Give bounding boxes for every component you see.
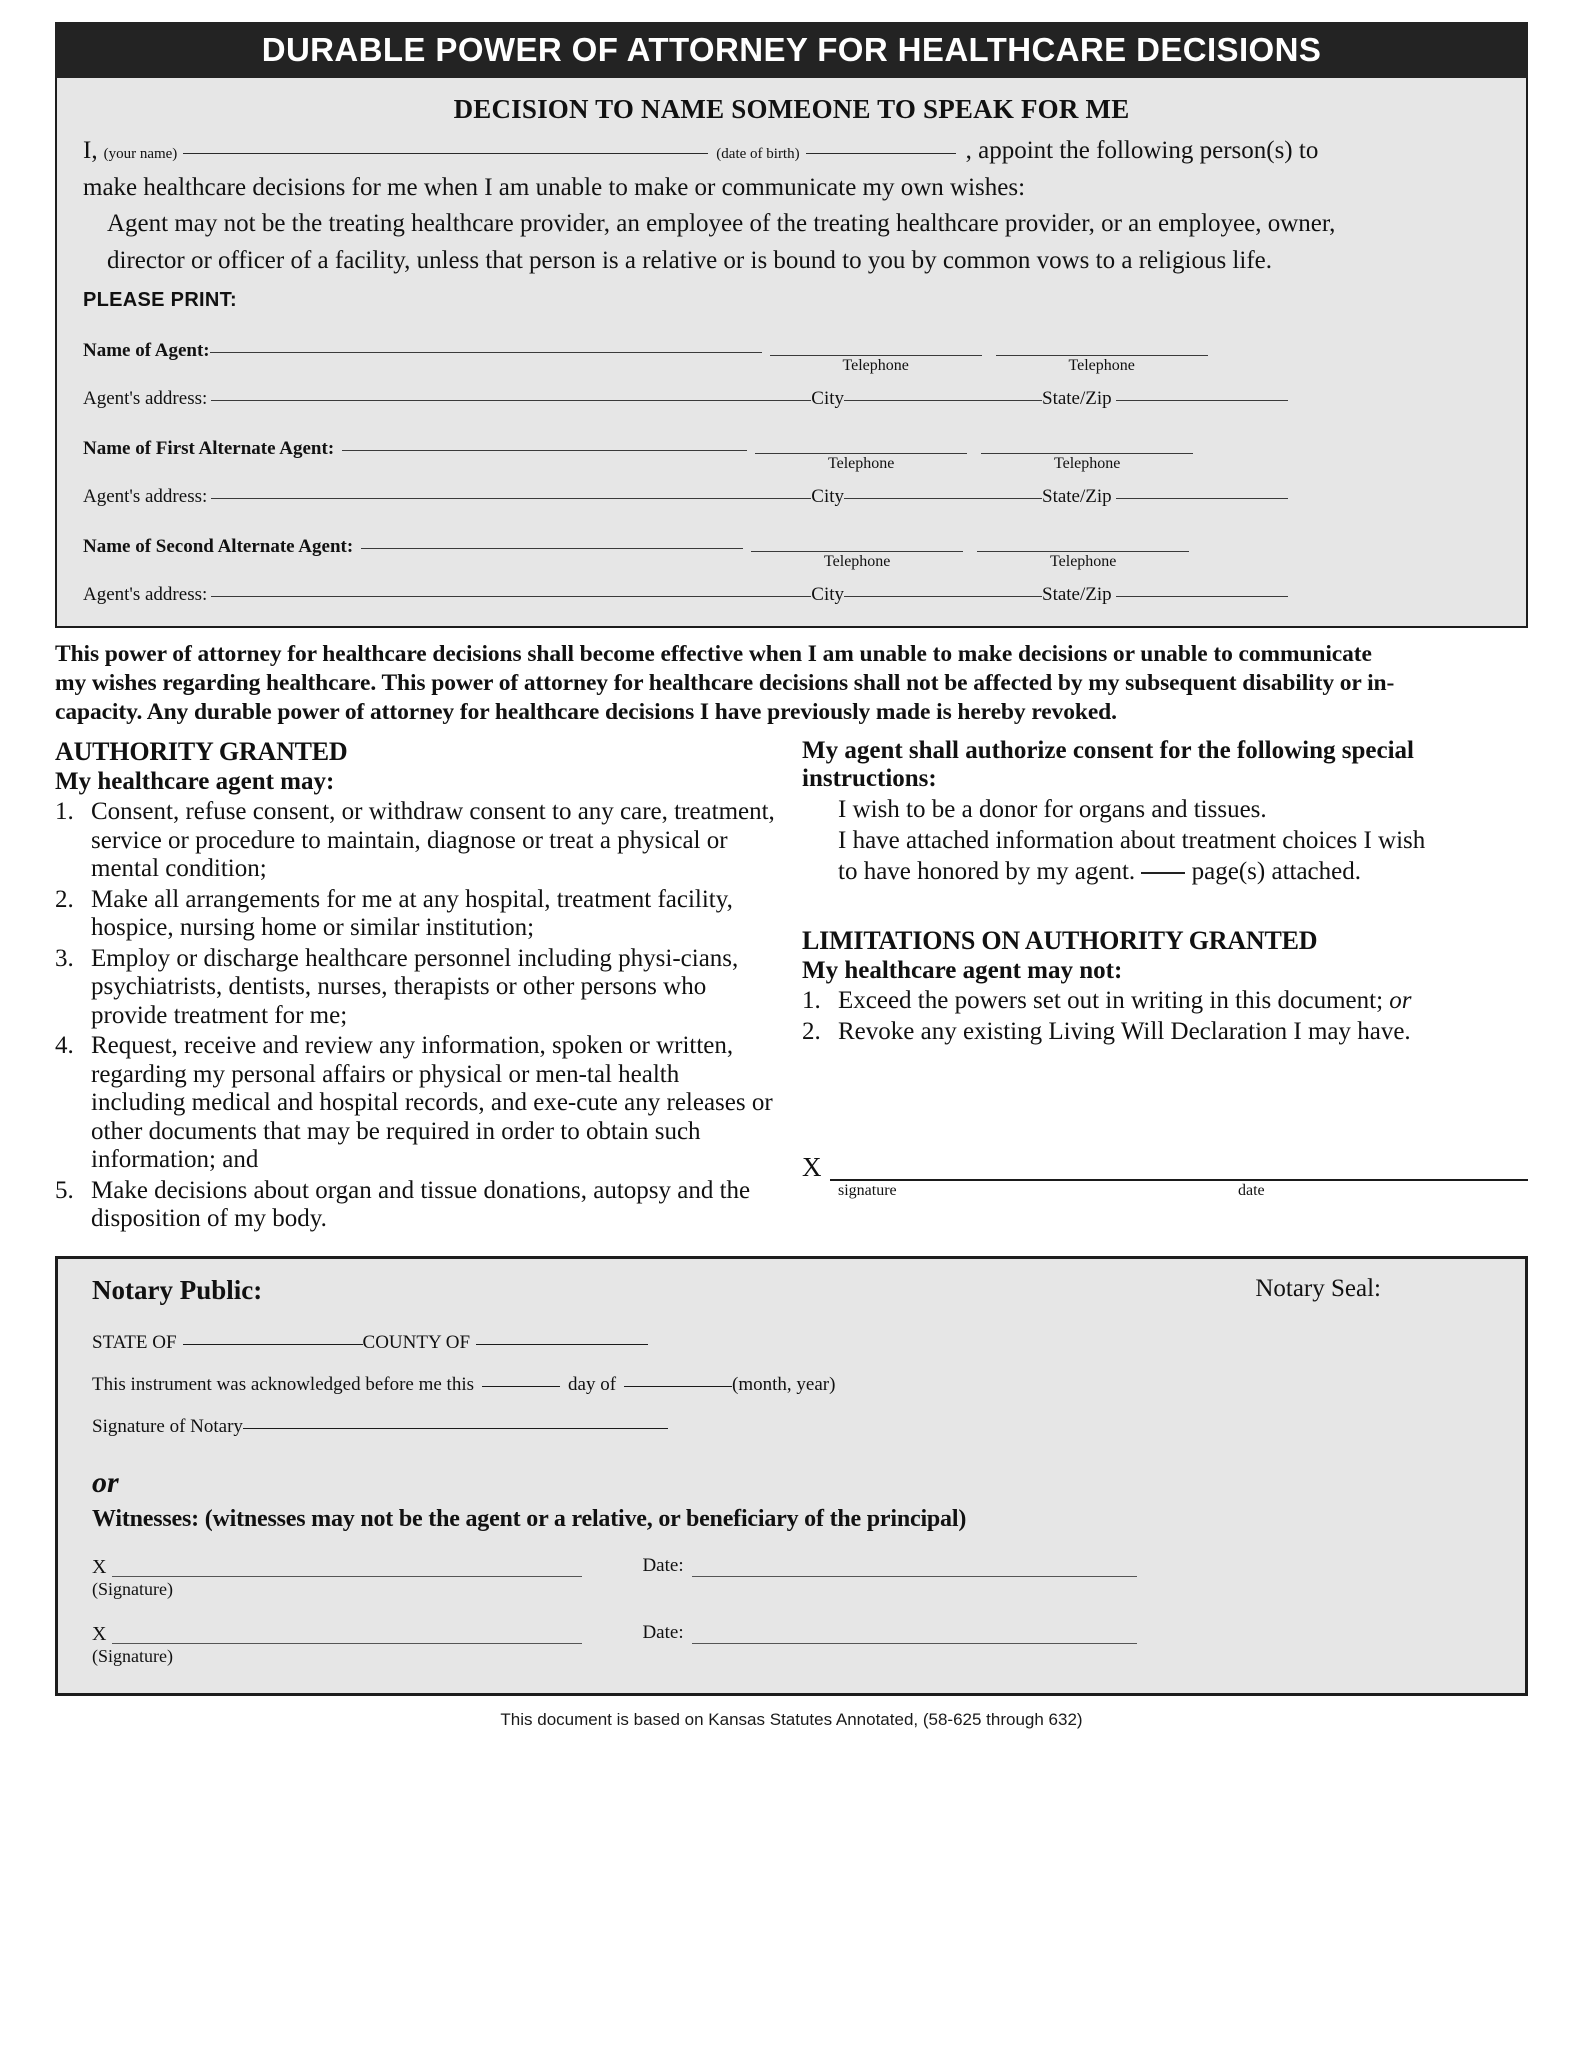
second-alternate-telephone-2-input-line[interactable]	[977, 551, 1189, 552]
second-alternate-address-input-line[interactable]	[211, 596, 811, 597]
special-instructions-title-line-1: My agent shall authorize consent for the following special	[802, 737, 1414, 765]
first-alternate-address-input-line[interactable]	[211, 498, 811, 499]
witness-1-date-input-line[interactable]	[692, 1576, 1137, 1577]
day-of-label: day of	[568, 1373, 617, 1395]
agent-name-row	[83, 340, 1500, 374]
effective-paragraph	[55, 640, 1528, 727]
limitation-text: Exceed the powers set out in writing in this document;	[838, 987, 1384, 1015]
or-separator: or	[92, 1465, 119, 1499]
second-alternate-telephone-1-input-line[interactable]	[751, 551, 963, 552]
agent-city-label: City	[811, 388, 844, 409]
witness-2-date-label: Date:	[642, 1621, 684, 1643]
witness-row	[92, 1555, 1491, 1600]
appoint-text: , appoint the following person(s) to	[965, 137, 1319, 164]
list-item-number: 4.	[55, 1032, 74, 1060]
list-item	[55, 798, 776, 884]
second-alternate-telephone-2-label: Telephone	[1049, 553, 1117, 570]
authority-granted-subtitle: My healthcare agent may:	[55, 768, 335, 796]
list-item	[55, 1177, 776, 1234]
authority-granted-list	[55, 798, 776, 1234]
second-alternate-name-label: Name of Second Alternate Agent:	[83, 536, 354, 557]
second-alternate-state-zip-label: State/Zip	[1042, 584, 1112, 605]
list-item	[55, 1032, 776, 1175]
first-alternate-telephone-1-label: Telephone	[827, 455, 895, 472]
decision-panel-heading: DECISION TO NAME SOMEONE TO SPEAK FOR ME	[453, 94, 1130, 124]
notary-panel	[55, 1256, 1528, 1696]
pages-attached-input-line[interactable]	[1141, 872, 1185, 874]
authority-granted-column	[55, 737, 794, 1234]
date-of-birth-input-line[interactable]	[806, 153, 956, 154]
date-of-birth-label: (date of birth)	[716, 146, 800, 162]
list-item	[802, 1018, 1528, 1047]
document-title-bar	[55, 22, 1528, 78]
notary-header-row	[92, 1275, 1491, 1306]
notary-seal-label: Notary Seal:	[1255, 1274, 1381, 1302]
principal-signature-area	[802, 1154, 1528, 1200]
first-alternate-city-label: City	[811, 486, 844, 507]
agent-state-zip-input-line[interactable]	[1116, 400, 1288, 401]
notary-state-county-row	[92, 1332, 1491, 1354]
list-item-number: 2.	[802, 1017, 821, 1045]
list-item-number: 3.	[55, 944, 74, 972]
effective-line-1: This power of attorney for healthcare decisions shall become effective when I am unable to make decisions or unable to communicate	[55, 641, 1372, 667]
witness-1-signature-input-line[interactable]	[112, 1576, 582, 1577]
agent-name-label: Name of Agent:	[83, 340, 210, 361]
please-print-label: PLEASE PRINT:	[83, 289, 237, 311]
limitations-list	[802, 987, 1528, 1046]
signature-caption: signature	[838, 1182, 897, 1200]
agent-telephone-2-input-line[interactable]	[996, 355, 1208, 356]
list-item-number: 5.	[55, 1176, 74, 1204]
first-alternate-state-zip-input-line[interactable]	[1116, 498, 1288, 499]
list-item-text: Make all arrangements for me at any hospital, treatment facility, hospice, nursing home or similar institution;	[91, 885, 733, 942]
intro-line-1	[83, 135, 1500, 168]
attachment-text-before: to have honored by my agent.	[838, 858, 1136, 886]
list-item-number: 1.	[55, 798, 74, 826]
agent-block-primary	[83, 340, 1500, 410]
your-name-input-line[interactable]	[183, 153, 708, 154]
witness-row	[92, 1622, 1491, 1667]
notary-acknowledged-row	[92, 1374, 1491, 1396]
second-alternate-name-input-line[interactable]	[361, 548, 743, 549]
state-of-input-line[interactable]	[183, 1344, 363, 1345]
first-alternate-address-label: Agent's address:	[83, 486, 208, 507]
first-alternate-name-label: Name of First Alternate Agent:	[83, 438, 335, 459]
agent-address-input-line[interactable]	[211, 400, 811, 401]
limitations-subtitle: My healthcare agent may not:	[802, 957, 1123, 985]
first-alternate-state-zip-label: State/Zip	[1042, 486, 1112, 507]
body-columns	[55, 737, 1528, 1234]
list-item-text	[838, 987, 1528, 1016]
principal-signature-input-line[interactable]	[830, 1179, 1529, 1181]
month-year-label: (month, year)	[732, 1373, 836, 1395]
special-instructions-column	[794, 737, 1528, 1234]
witness-2-signature-caption: (Signature)	[92, 1645, 173, 1666]
second-alternate-state-zip-input-line[interactable]	[1116, 596, 1288, 597]
list-item-text: Make decisions about organ and tissue donations, autopsy and the disposition of my body.	[91, 1176, 751, 1233]
effective-line-3: capacity. Any durable power of attorney for healthcare decisions I have previously made is hereby revoked.	[55, 699, 1117, 726]
list-item-text: Employ or discharge healthcare personnel including physi-cians, psychiatrists, dentists, nurses, therapists or other persons who provide treatment for me;	[91, 944, 739, 1029]
list-item	[55, 886, 776, 943]
notary-signature-row	[92, 1416, 1491, 1438]
list-item-text: Request, receive and review any information, spoken or written, regarding my personal affairs or physical or men-tal health including medical and hospital records, and exe-cute any releases or other documents that may be required in order to obtain such information; and	[91, 1032, 773, 1174]
notary-public-title: Notary Public:	[92, 1274, 263, 1305]
list-item	[802, 987, 1528, 1016]
intro-sub-line-2: director or officer of a facility, unless that person is a relative or is bound to you by common vows to a religious life.	[107, 246, 1272, 274]
second-alternate-city-input-line[interactable]	[844, 596, 1042, 597]
principal-signature-captions	[802, 1182, 1528, 1200]
first-alternate-name-row	[83, 438, 1500, 472]
list-item-number: 1.	[802, 987, 821, 1015]
second-alternate-telephone-1-label: Telephone	[823, 553, 891, 570]
first-alternate-name-input-line[interactable]	[342, 450, 747, 451]
agent-telephone-1-input-line[interactable]	[770, 355, 982, 356]
limitation-italic-tail: or	[1389, 987, 1412, 1015]
witness-2-signature-input-line[interactable]	[112, 1643, 582, 1644]
list-item-number: 2.	[55, 885, 74, 913]
limitations-title: LIMITATIONS ON AUTHORITY GRANTED	[802, 926, 1318, 956]
witness-1-date-label: Date:	[642, 1554, 684, 1576]
notary-signature-input-line[interactable]	[243, 1428, 668, 1429]
witness-1-signature-caption: (Signature)	[92, 1578, 173, 1599]
decision-panel	[55, 78, 1528, 628]
state-of-label: STATE OF	[92, 1331, 177, 1353]
list-item	[55, 945, 776, 1031]
agent-state-zip-label: State/Zip	[1042, 388, 1112, 409]
intro-line-2: make healthcare decisions for me when I am unable to make or communicate my own wishes:	[83, 173, 1026, 201]
signature-x-mark: X	[802, 1152, 822, 1183]
special-instruction-attachment-line-2	[802, 857, 1528, 886]
acknowledged-label: This instrument was acknowledged before me this	[92, 1373, 475, 1395]
agent-name-input-line[interactable]	[210, 352, 762, 353]
witnesses-heading: Witnesses: (witnesses may not be the agent or a relative, or beneficiary of the principal)	[92, 1505, 967, 1532]
list-item-text: Revoke any existing Living Will Declaration I may have.	[838, 1017, 1411, 1045]
intro-sub-line-1: Agent may not be the treating healthcare provider, an employee of the treating healthcare provider, or an employee, owner,	[107, 210, 1336, 237]
agent-address-label: Agent's address:	[83, 388, 208, 409]
special-instruction-donor: I wish to be a donor for organs and tissues.	[838, 796, 1267, 824]
page-title: DURABLE POWER OF ATTORNEY FOR HEALTHCARE DECISIONS	[261, 31, 1322, 68]
agent-block-second-alternate	[83, 536, 1500, 606]
signature-of-notary-label: Signature of Notary	[92, 1415, 243, 1437]
agent-city-input-line[interactable]	[844, 400, 1042, 401]
special-instruction-attachment-line-1: I have attached information about treatment choices I wish	[838, 827, 1426, 855]
intro-paragraph	[83, 135, 1500, 277]
first-alternate-telephone-2-input-line[interactable]	[981, 453, 1193, 454]
second-alternate-name-row	[83, 536, 1500, 570]
witness-2-date-input-line[interactable]	[692, 1643, 1137, 1644]
list-item-text: Consent, refuse consent, or withdraw consent to any care, treatment, service or procedure to maintain, diagnose or treat a physical or mental condition;	[91, 798, 775, 883]
second-alternate-address-label: Agent's address:	[83, 584, 208, 605]
county-of-label: COUNTY OF	[362, 1331, 471, 1353]
your-name-label: (your name)	[103, 146, 178, 162]
agent-telephone-2-label: Telephone	[1068, 357, 1135, 374]
i-label: I,	[83, 137, 98, 164]
day-input-line[interactable]	[482, 1386, 560, 1387]
second-alternate-address-row	[83, 584, 1500, 606]
witness-x-mark: X	[92, 1622, 107, 1645]
first-alternate-city-input-line[interactable]	[844, 498, 1042, 499]
county-of-input-line[interactable]	[476, 1344, 648, 1345]
agent-block-first-alternate	[83, 438, 1500, 508]
first-alternate-address-row	[83, 486, 1500, 508]
footer-statute-note: This document is based on Kansas Statutes Annotated, (58-625 through 632)	[500, 1709, 1083, 1729]
first-alternate-telephone-2-label: Telephone	[1053, 455, 1121, 472]
date-caption: date	[1238, 1182, 1265, 1200]
second-alternate-city-label: City	[811, 584, 844, 605]
agent-address-row	[83, 388, 1500, 410]
month-year-input-line[interactable]	[624, 1386, 732, 1387]
authority-granted-title: AUTHORITY GRANTED	[55, 737, 348, 767]
first-alternate-telephone-1-input-line[interactable]	[755, 453, 967, 454]
principal-signature-row	[802, 1154, 1528, 1181]
attachment-text-after: page(s) attached.	[1191, 858, 1362, 886]
effective-line-2: my wishes regarding healthcare. This power of attorney for healthcare decisions shall not be affected by my subsequent disability or in-	[55, 670, 1395, 697]
agent-telephone-1-label: Telephone	[842, 357, 909, 374]
witness-x-mark: X	[92, 1555, 107, 1578]
special-instructions-title-line-2: instructions:	[802, 765, 937, 793]
